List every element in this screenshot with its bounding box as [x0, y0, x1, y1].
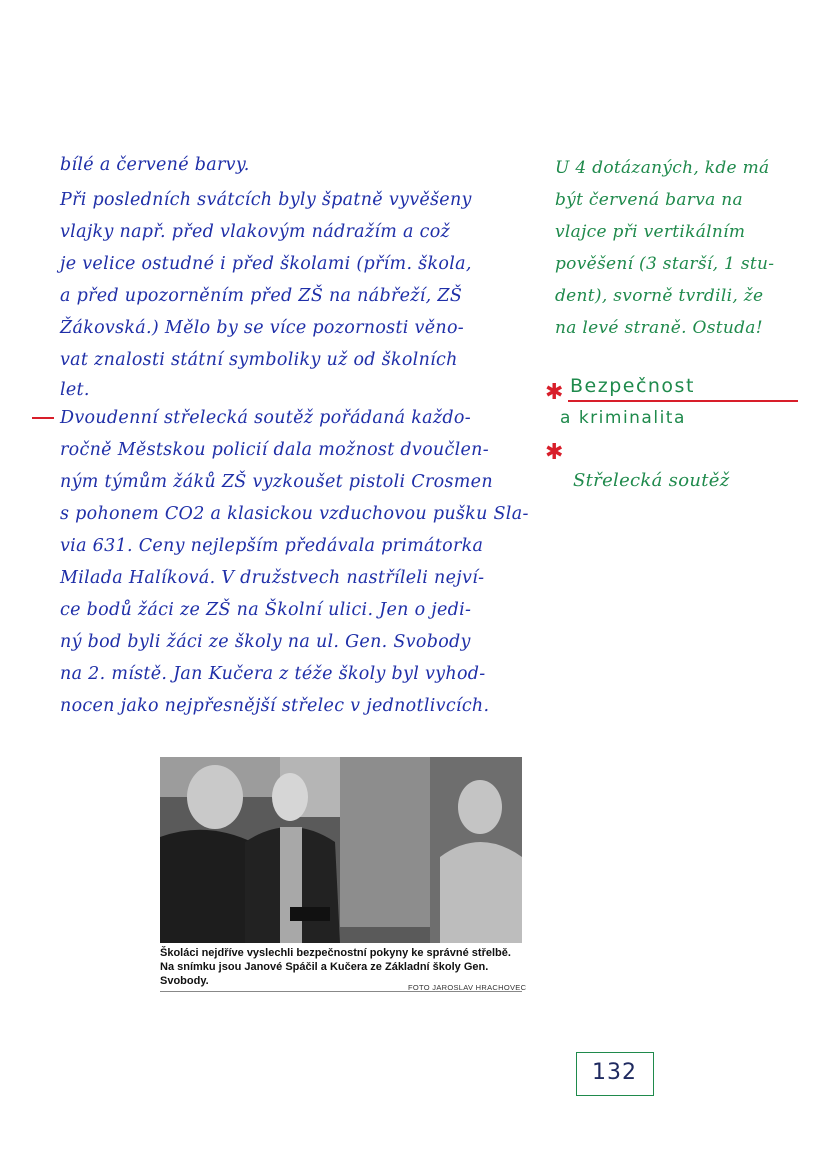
margin-note-line: pověšení (3 starší, 1 stu-: [555, 254, 775, 274]
text-line: nocen jako nejpřesnější střelec v jednotlivcích.: [60, 696, 490, 716]
text-line: vat znalosti státní symboliky už od školních: [60, 350, 458, 370]
text-line: ný bod byli žáci ze školy na ul. Gen. Svobody: [60, 632, 471, 652]
section-heading: Bezpečnost: [570, 375, 695, 397]
section-subheading: a kriminalita: [560, 408, 686, 428]
text-line: bílé a červené barvy.: [60, 155, 250, 175]
red-marker-dash: [32, 417, 54, 419]
photo-caption: Školáci nejdříve vyslechli bezpečnostní pokyny ke správné střelbě. Na snímku jsou Janové Spáčil a Kučera ze Základní školy Gen. Svobody.: [160, 947, 511, 987]
margin-note-line: vlajce při vertikálním: [555, 222, 746, 242]
red-underline: [568, 400, 798, 402]
text-line: na 2. místě. Jan Kučera z téže školy byl vyhod-: [60, 664, 486, 684]
text-line: ce bodů žáci ze ZŠ na Školní ulici. Jen o jedi-: [60, 600, 472, 620]
text-line: Dvoudenní střelecká soutěž pořádaná každo-: [60, 408, 471, 428]
photo-credit: FOTO JAROSLAV HRACHOVEC: [408, 983, 527, 992]
text-line: s pohonem CO2 a klasickou vzduchovou pušku Sla-: [60, 504, 529, 524]
text-line: via 631. Ceny nejlepším předávala primátorka: [60, 536, 484, 556]
page-number: 132: [592, 1060, 637, 1085]
margin-note-line: dent), svorně tvrdili, že: [555, 286, 764, 306]
text-line: let.: [60, 380, 90, 400]
text-line: ným týmům žáků ZŠ vyzkoušet pistoli Crosmen: [60, 472, 493, 492]
margin-note-line: být červená barva na: [555, 190, 743, 210]
photo-illustration: [160, 757, 522, 943]
asterisk-icon: ✱: [545, 380, 564, 405]
text-line: je velice ostudné i před školami (přím. škola,: [60, 254, 472, 274]
text-line: a před upozorněním před ZŠ na nábřeží, ZŠ: [60, 286, 463, 306]
text-line: Žákovská.) Mělo by se více pozornosti věno-: [60, 318, 465, 338]
text-line: Milada Halíková. V družstvech nastříleli nejví-: [60, 568, 485, 588]
newspaper-photo: [160, 757, 522, 943]
text-line: vlajky např. před vlakovým nádražím a což: [60, 222, 451, 242]
text-line: Při posledních svátcích byly špatně vyvěšeny: [60, 190, 472, 210]
asterisk-icon: ✱: [545, 440, 564, 465]
text-line: ročně Městskou policií dala možnost dvoučlen-: [60, 440, 489, 460]
margin-note-line: U 4 dotázaných, kde má: [555, 158, 770, 178]
topic-label: Střelecká soutěž: [573, 470, 730, 491]
margin-note-line: na levé straně. Ostuda!: [555, 318, 763, 338]
